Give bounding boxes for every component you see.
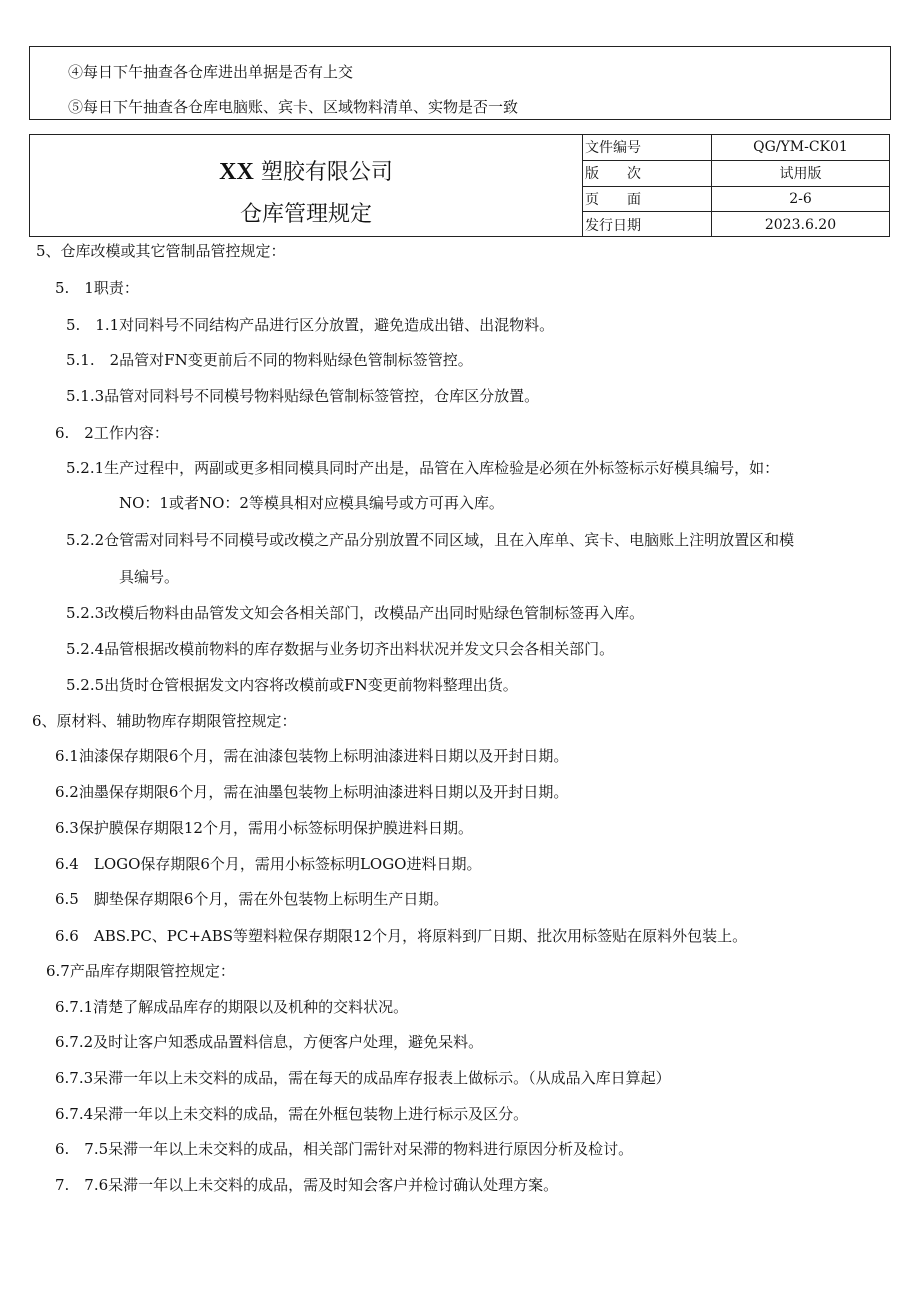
meta-row bbox=[583, 135, 889, 160]
meta-value: 2-6 bbox=[712, 186, 890, 212]
paragraph: 6.7产品库存期限管控规定： bbox=[46, 962, 235, 980]
paragraph: 5.2.3改模后物料由品管发文知会各相关部门，改模品产出同时贴绿色管制标签再入库。 bbox=[66, 604, 645, 622]
paragraph: 6.3保护膜保存期限12个月，需用小标签标明保护膜进料日期。 bbox=[55, 819, 473, 837]
company-prefix: XX bbox=[219, 159, 254, 185]
meta-value: 试用版 bbox=[712, 160, 890, 186]
checklist-item-5: ⑤每日下午抽查各仓库电脑账、宾卡、区域物料清单、实物是否一致 bbox=[68, 98, 519, 116]
paragraph: 5. 1职责： bbox=[55, 279, 139, 297]
document-header bbox=[29, 134, 890, 237]
section-6-heading: 6、原材料、辅助物库存期限管控规定： bbox=[32, 712, 297, 730]
paragraph: 6. 7.5呆滞一年以上未交料的成品，相关部门需针对呆滞的物料进行原因分析及检讨。 bbox=[55, 1140, 634, 1158]
document-meta-table bbox=[583, 135, 889, 237]
paragraph: 6.6 ABS.PC、PC+ABS等塑料粒保存期限12个月，将原料到厂日期、批次用标签贴在原料外包装上。 bbox=[55, 927, 748, 945]
paragraph: NO：1或者NO：2等模具相对应模具编号或方可再入库。 bbox=[119, 494, 504, 512]
paragraph: 5.2.2仓管需对同料号不同模号或改模之产品分别放置不同区域，且在入库单、宾卡、电脑账上注明放置区和模 bbox=[66, 531, 795, 549]
paragraph: 6. 2工作内容： bbox=[55, 424, 169, 442]
meta-key: 页 面 bbox=[583, 186, 712, 212]
document-title: 仓库管理规定 bbox=[239, 202, 372, 227]
meta-row bbox=[583, 212, 889, 237]
meta-key: 文件编号 bbox=[583, 135, 712, 160]
paragraph: 5. 1.1对同料号不同结构产品进行区分放置，避免造成出错、出混物料。 bbox=[66, 316, 555, 334]
paragraph: 6.7.2及时让客户知悉成品置料信息，方便客户处理，避免呆料。 bbox=[55, 1033, 484, 1051]
paragraph: 具编号。 bbox=[119, 568, 180, 586]
checklist-box bbox=[29, 46, 891, 120]
meta-row bbox=[583, 186, 889, 212]
meta-key: 版 次 bbox=[583, 160, 712, 186]
paragraph: 6.7.4呆滞一年以上未交料的成品，需在外框包装物上进行标示及区分。 bbox=[55, 1105, 529, 1123]
paragraph: 6.2油墨保存期限6个月，需在油墨包装物上标明油漆进料日期以及开封日期。 bbox=[55, 783, 569, 801]
paragraph: 6.7.1清楚了解成品库存的期限以及机种的交料状况。 bbox=[55, 998, 409, 1016]
paragraph: 6.5 脚垫保存期限6个月，需在外包装物上标明生产日期。 bbox=[55, 890, 449, 908]
section-5-heading: 5、仓库改模或其它管制品管控规定： bbox=[36, 242, 286, 260]
meta-value: 2023.6.20 bbox=[764, 216, 837, 233]
checklist-item-4: ④每日下午抽查各仓库进出单据是否有上交 bbox=[68, 63, 354, 81]
company-name bbox=[30, 155, 582, 186]
paragraph: 6.1油漆保存期限6个月，需在油漆包装物上标明油漆进料日期以及开封日期。 bbox=[55, 747, 569, 765]
company-name-text: 塑胶有限公司 bbox=[260, 160, 393, 185]
paragraph: 5.1.3品管对同料号不同模号物料贴绿色管制标签管控，仓库区分放置。 bbox=[66, 387, 540, 405]
paragraph: 5.2.1生产过程中，两副或更多相同模具同时产出是，品管在入库检验是必须在外标签标示好模具编号，如： bbox=[66, 459, 780, 477]
paragraph: 5.2.4品管根据改模前物料的库存数据与业务切齐出料状况并发文只会各相关部门。 bbox=[66, 640, 615, 658]
title-cell bbox=[30, 135, 583, 236]
meta-row bbox=[583, 160, 889, 186]
paragraph: 5.1. 2品管对FN变更前后不同的物料贴绿色管制标签管控。 bbox=[66, 351, 473, 369]
paragraph: 5.2.5出货时仓管根据发文内容将改模前或FN变更前物料整理出货。 bbox=[66, 676, 518, 694]
paragraph: 6.4 LOGO保存期限6个月，需用小标签标明LOGO进料日期。 bbox=[55, 855, 482, 873]
paragraph: 6.7.3呆滞一年以上未交料的成品，需在每天的成品库存报表上做标示。（从成品入库日算起） bbox=[55, 1069, 671, 1087]
meta-value: QG/YM-CK01 bbox=[712, 135, 890, 160]
meta-key: 发行日期 bbox=[583, 212, 712, 237]
paragraph: 7. 7.6呆滞一年以上未交料的成品，需及时知会客户并检讨确认处理方案。 bbox=[55, 1176, 559, 1194]
